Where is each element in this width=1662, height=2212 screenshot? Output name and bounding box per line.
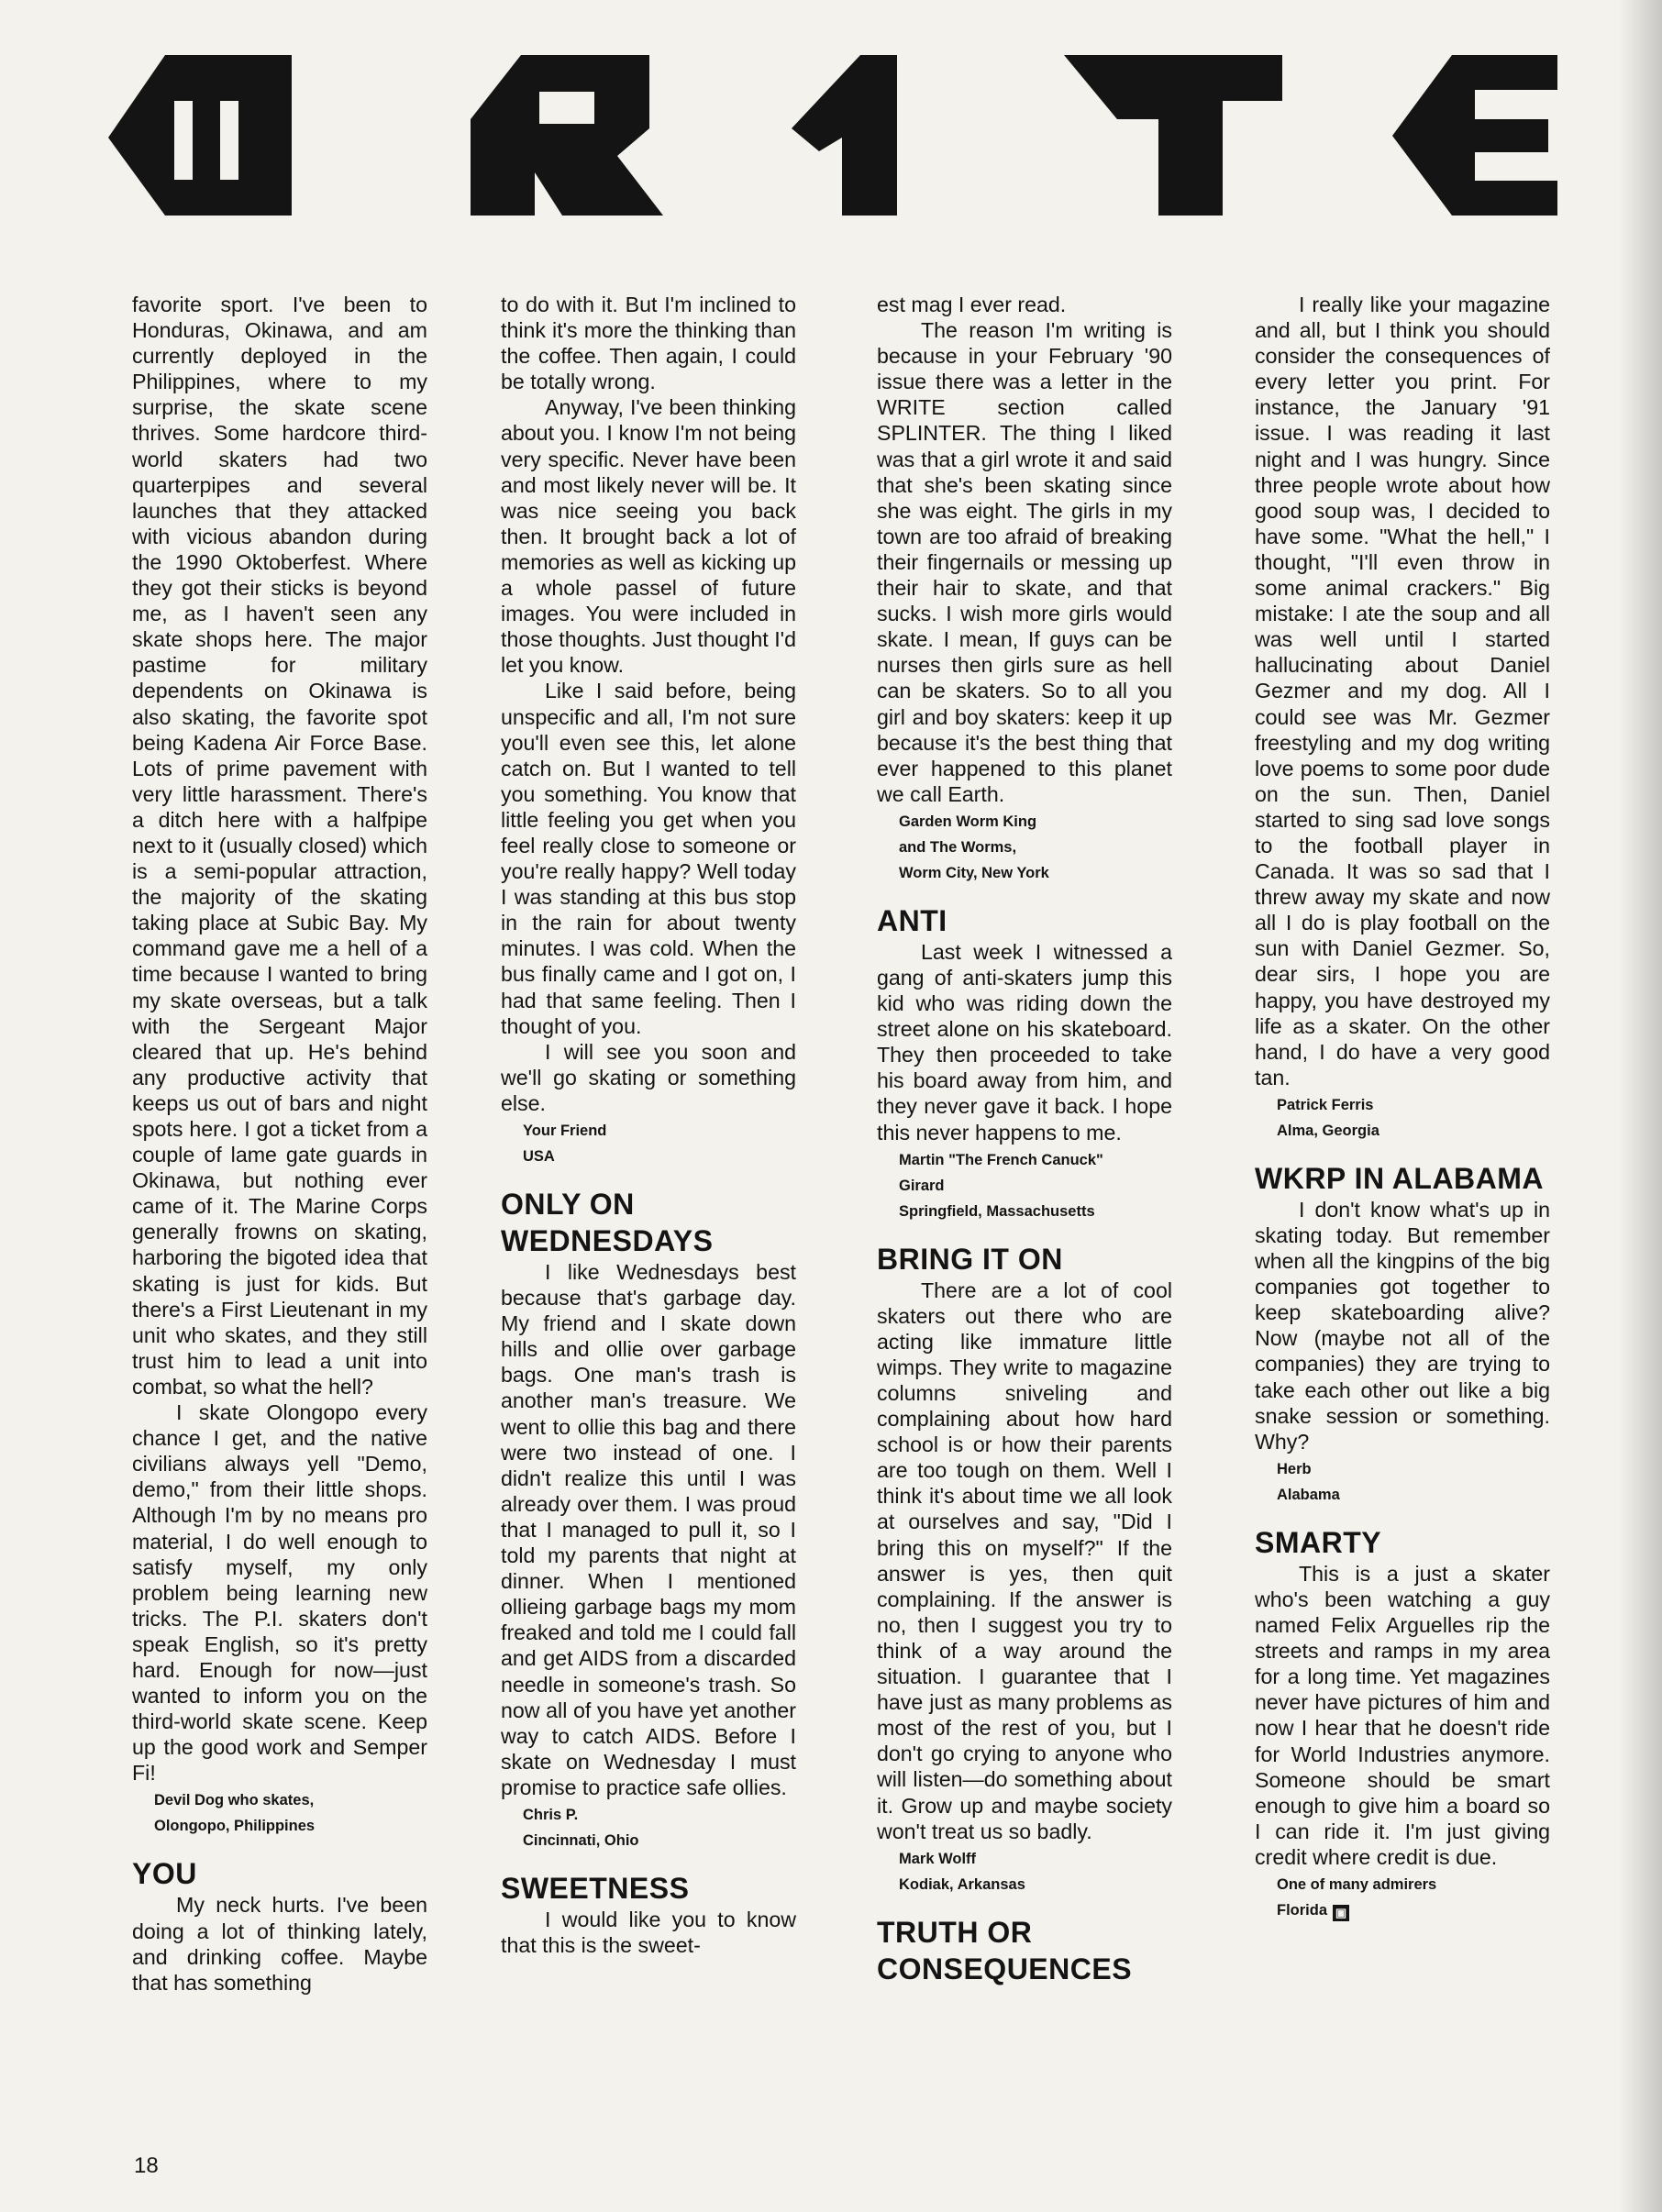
signature-line: Girard xyxy=(899,1177,945,1194)
letter-paragraph: Anyway, I've been thinking about you. I know I'm not being very specific. Never have been and most likely never will be. It was nice seeing you back then. It brought back a lot of memories as well as kicking up a whole passel of future images. You were included in those thoughts. Just thought I'd let you know. xyxy=(501,395,796,678)
masthead-letter-e xyxy=(1392,55,1557,216)
masthead-letter-t xyxy=(1064,55,1282,216)
letter-signature xyxy=(899,1147,1172,1224)
letter-paragraph: Last week I witnessed a gang of anti-skaters jump this kid who was riding down the street alone on his skateboard. They then proceeded to take his board away from him, and they never gave it back. I hope this never happens to me. xyxy=(877,939,1172,1145)
signature-line: Herb xyxy=(1277,1460,1312,1477)
letter-paragraph: favorite sport. I've been to Honduras, Okinawa, and am currently deployed in the Philippines, where to my surprise, the skate scene thrives. Some hardcore third-world skaters had two quarterpipes and several launches that they attacked with vicious abandon during the 1990 Oktoberfest. Where they got their sticks is beyond me, as I haven't seen any skate shops here. The major pastime for military dependents on Okinawa is also skating, the favorite spot being Kadena Air Force Base. Lots of prime pavement with very little harassment. There's a ditch here with a halfpipe next to it (usually closed) which is a semi-popular attraction, the majority of the skating taking place at Subic Bay. My command gave me a hell of a time because I wanted to bring my skate overseas, but a talk with the Sergeant Major cleared that up. He's behind any productive activity that keeps us out of bars and night spots here. I got a ticket from a couple of lame gate guards in Okinawa, but nothing ever came of it. The Marine Corps generally frowns on skating, harboring the bigoted idea that skating is just for kids. But there's a First Lieutenant in my unit who skates, and they still trust him to lead a unit into combat, so what the hell? xyxy=(132,293,427,1399)
letter-signature xyxy=(1277,1872,1550,1923)
signature-line: and The Worms, xyxy=(899,838,1017,856)
letter-headline: WKRP IN ALABAMA xyxy=(1255,1161,1545,1195)
masthead xyxy=(108,55,1557,216)
letter-paragraph: My neck hurts. I've been doing a lot of thinking lately, and drinking coffee. Maybe that has something xyxy=(132,1893,427,1995)
letter-signature xyxy=(523,1802,796,1853)
signature-line: Worm City, New York xyxy=(899,864,1049,881)
signature-line: Garden Worm King xyxy=(899,813,1037,830)
page-edge-shadow xyxy=(1618,0,1662,2212)
letter-paragraph: The reason I'm writing is because in your February '90 issue there was a letter in the WRITE section called SPLINTER. The thing I liked was that a girl wrote it and said that she's been skating since she was eight. The girls in my town are too afraid of breaking their fingernails or messing up their hair to skate, and that sucks. I wish more girls would skate. I mean, If guys can be nurses then girls sure as hell can be skaters. So to all you girl and boy skaters: keep it up because it's the best thing that ever happened to this planet we call Earth. xyxy=(877,318,1172,806)
signature-line: Florida ▣ xyxy=(1277,1897,1550,1923)
page-number: 18 xyxy=(134,2153,159,2178)
signature-line: Cincinnati, Ohio xyxy=(523,1831,639,1849)
signature-line: Alma, Georgia xyxy=(1277,1122,1379,1139)
letter-paragraph: est mag I ever read. xyxy=(877,293,1067,316)
letter-paragraph: I will see you soon and we'll go skating or something else. xyxy=(501,1039,796,1115)
signature-line: USA xyxy=(523,1148,555,1165)
letter-headline: SWEETNESS xyxy=(501,1871,690,1905)
letter-headline: ONLY ON WEDNESDAYS xyxy=(501,1188,714,1257)
signature-line: Devil Dog who skates, xyxy=(154,1792,315,1809)
signature-line: Mark Wolff xyxy=(899,1850,977,1867)
signature-line: Alabama xyxy=(1277,1486,1340,1503)
letter-headline: ANTI xyxy=(877,903,947,937)
signature-line: Patrick Ferris xyxy=(1277,1096,1374,1113)
letter-paragraph: I really like your magazine and all, but I think you should consider the consequences of every letter you print. For instance, the January '91 issue. I was reading it last night and I was hungry. Since three people wrote about how good soup was, I decided to have some. "What the hell," I thought, "I'll even throw in some animal crackers." Big mistake: I ate the soup and all was well until I started hallucinating about Daniel Gezmer and my dog. All I could see was Mr. Gezmer freestyling and my dog writing love poems to some poor dude on the sun. Then, Daniel started to sing sad love songs to the football player in Canada. It was so sad that I threw away my skate and now all I do is play football on the sun with Daniel Gezmer. So, dear sirs, I hope you are happy, you have destroyed my life as a skater. On the other hand, I do have a very good tan. xyxy=(1255,293,1550,1089)
signature-line: Olongopo, Philippines xyxy=(154,1818,316,1835)
end-mark-icon: ▣ xyxy=(1333,1905,1349,1921)
letter-paragraph: I like Wednesdays best because that's garbage day. My friend and I skate down hills and ollie over garbage bags. One man's trash is another man's treasure. We went to ollie this bag and there were two instead of one. I didn't realize this until I was already over them. I was proud that I managed to pull it, so I told my parents that night at dinner. When I mentioned ollieing garbage bags my mom freaked and told me I could fall and get AIDS from a discarded needle in someone's trash. So now all of you have yet another way to catch AIDS. Before I skate on Wednesday I must promise to practice safe ollies. xyxy=(501,1260,796,1799)
letter-signature xyxy=(1277,1456,1550,1508)
letter-paragraph: There are a lot of cool skaters out there who are acting like immature little wimps. They write to magazine columns sniveling and complaining about how hard school is or how their parents are too tough on them. Well I think it's about time we all look at ourselves and say, "Did I bring this on myself?" If the answer is yes, then quit complaining. If the answer is no, then I suggest you try to think of a way around the situation. I guarantee that I have just as many problems as most of the rest of you, but I don't go crying to anyone who will listen—do something about it. Grow up and maybe society won't treat us so badly. xyxy=(877,1277,1172,1843)
letter-signature xyxy=(154,1787,427,1839)
letter-signature xyxy=(899,1846,1172,1897)
letter-signature xyxy=(899,809,1172,886)
letter-signature xyxy=(1277,1092,1550,1144)
letters-column-3 xyxy=(877,292,1172,1987)
signature-line: Your Friend xyxy=(523,1123,607,1139)
letter-signature xyxy=(523,1118,796,1169)
letter-headline: TRUTH OR CONSEQUENCES xyxy=(877,1915,1133,1985)
letter-paragraph: I skate Olongopo every chance I get, and the native civilians always yell "Demo, demo," from their little shops. Although I'm by no means pro material, I do well enough to satisfy myself, my only problem being learning new tricks. The P.I. skaters don't speak English, so it's pretty hard. Enough for now—just wanted to inform you on the third-world skate scene. Keep up the good work and Semper Fi! xyxy=(132,1400,427,1786)
letter-paragraph: This is a just a skater who's been watching a guy named Felix Arguelles rip the streets and ramps in my area for a long time. Yet magazines never have pictures of him and now I hear that he doesn't ride for World Industries anymore. Someone should be smart enough to give him a board so I can ride it. I'm just giving credit where credit is due. xyxy=(1255,1561,1550,1869)
signature-line: Chris P. xyxy=(523,1806,579,1823)
letters-column-1 xyxy=(132,292,427,1996)
letter-headline: BRING IT ON xyxy=(877,1242,1063,1276)
letter-paragraph: I don't know what's up in skating today. But remember when all the kingpins of the big companies got together to keep skateboarding alive? Now (maybe not all of the companies) they are trying to take each other out like a big snake session or something. Why? xyxy=(1255,1197,1550,1454)
masthead-letter-i xyxy=(792,55,897,216)
letter-paragraph: to do with it. But I'm inclined to think it's more the thinking than the coffee. Then again, I could be totally wrong. xyxy=(501,293,796,394)
letter-paragraph: Like I said before, being unspecific and all, I'm not sure you'll even see this, let alone catch on. But I wanted to tell you something. You know that little feeling you get when you feel really close to someone or you're really happy? Well today I was standing at this bus stop in the rain for about twenty minutes. I was cold. When the bus finally came and I got on, I had that same feeling. Then I thought of you. xyxy=(501,679,796,1038)
letter-headline: YOU xyxy=(132,1857,197,1891)
letter-paragraph: I would like you to know that this is the sweet- xyxy=(501,1907,796,1958)
masthead-lettering xyxy=(108,55,1557,216)
signature-line: One of many admirers xyxy=(1277,1875,1437,1893)
masthead-letter-w xyxy=(108,55,292,216)
signature-line: Martin "The French Canuck" xyxy=(899,1151,1103,1168)
letters-column-2 xyxy=(501,292,796,1958)
masthead-letter-r xyxy=(471,55,663,216)
letter-headline: SMARTY xyxy=(1255,1525,1382,1559)
letters-column-4 xyxy=(1255,292,1550,1923)
signature-line: Kodiak, Arkansas xyxy=(899,1875,1025,1893)
signature-line: Springfield, Massachusetts xyxy=(899,1202,1095,1220)
